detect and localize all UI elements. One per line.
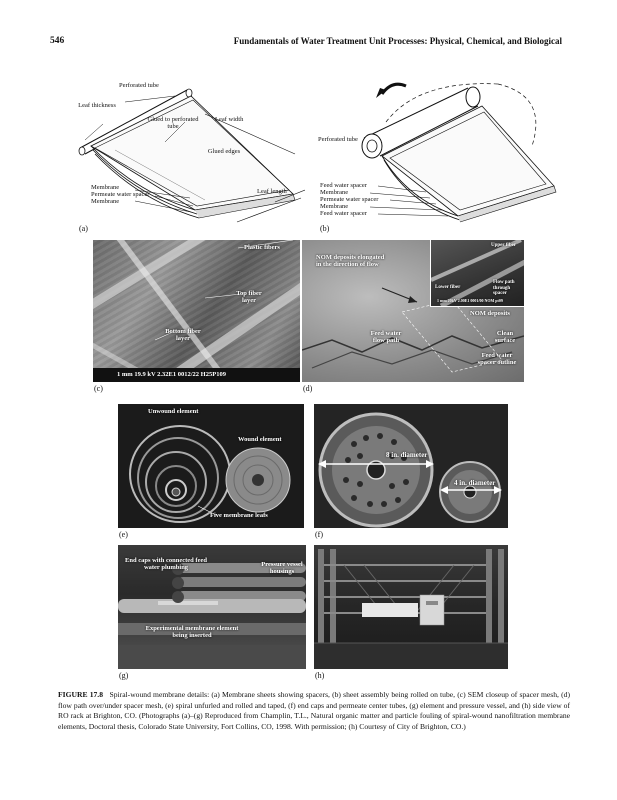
label-five-leafs: Five membrane leafs: [210, 512, 268, 519]
panel-b: [318, 76, 563, 232]
label-flow-path-through: Flow path through spacer: [493, 280, 515, 296]
label-permeate-spacer-a: Permeate water spacer: [91, 191, 150, 198]
panel-c-photo: [93, 240, 300, 382]
caption-text: Spiral-wound membrane details: (a) Membrane sheets showing spacers, (b) sheet assembly being rolled on tube, (c) SEM closeup of spacer mesh, (d) flow path over/under spacer mesh, (e) spiral unfurled and rolled and taped, (f) end caps and permeate center tubes, (g) element and pressure vessel, and (h) side view of RO rack at Brighton, CO. (Photographs (a)–(g) Reproduced from Champlin, T.L., Natural organic matter and particle fouling of spiral-wound nanofiltration membrane elements, Doctoral thesis, Colorado State University, Fort Collins, CO, 1998. With permission; (h) Courtesy of City of Brighton, CO.): [58, 690, 570, 731]
label-four-inch: 4 in. diameter: [454, 479, 496, 487]
panel-a: [75, 82, 305, 232]
panel-d-inset: [430, 240, 524, 307]
label-perforated-tube-a: Perforated tube: [119, 82, 159, 89]
label-nom-elongated: NOM deposits elongated in the direction of flow: [316, 254, 385, 268]
running-title: Fundamentals of Water Treatment Unit Processes: Physical, Chemical, and Biological: [233, 36, 562, 46]
panel-f-endcaps: [314, 404, 508, 528]
label-leaf-width: Leaf width: [215, 116, 244, 123]
label-upper-fiber: Upper fiber: [491, 243, 517, 248]
figure-caption: [58, 690, 570, 732]
label-feed-flow-path: Feed water flow path: [370, 330, 402, 344]
label-eight-inch: 8 in. diameter: [386, 451, 428, 459]
panel-e-elements: [118, 404, 304, 528]
label-membrane-bottom-a: Membrane: [91, 198, 120, 205]
panel-c-label: (c): [94, 384, 103, 393]
panel-f-photo: [314, 404, 508, 528]
label-leaf-thickness: Leaf thickness: [78, 102, 116, 109]
label-experimental: Experimental membrane element being inserted: [145, 625, 239, 639]
panel-c-fibers: [93, 240, 300, 382]
label-scale-bar: 1 mm 19.9 kV 2.32E1 0012/22 H25P109: [117, 371, 226, 378]
label-glued-edges: Glued edges: [207, 148, 241, 155]
label-end-caps: End caps with connected feed water plumbing: [125, 557, 207, 571]
label-top-fiber: Top fiber layer: [236, 290, 262, 304]
panel-b-drawing: [318, 76, 563, 232]
page-number: 546: [50, 36, 65, 46]
label-glued-to-tube: Glued to perforated tube: [147, 116, 199, 130]
label-feed-spacer-b2: Feed water spacer: [320, 210, 367, 217]
label-membrane-b1: Membrane: [320, 189, 349, 196]
label-lower-fiber: Lower fiber: [435, 285, 461, 290]
label-perforated-tube-b: Perforated tube: [318, 136, 358, 143]
label-wound: Wound element: [238, 436, 282, 443]
label-nom-deposits: NOM deposits: [470, 310, 510, 317]
label-permeate-spacer-b: Permeate water spacer: [320, 196, 379, 203]
panel-f-label: (f): [315, 530, 323, 539]
label-unwound: Unwound element: [148, 408, 199, 415]
panel-h-photo: [314, 545, 508, 669]
panel-b-label: (b): [320, 224, 330, 233]
panel-h-label: (h): [315, 671, 325, 680]
panel-g-photo: [118, 545, 306, 669]
label-feed-spacer-b1: Feed water spacer: [320, 182, 367, 189]
panel-e-photo: [118, 404, 304, 528]
label-pressure-vessel: Pressure vessel housings: [261, 561, 303, 575]
panel-a-label: (a): [79, 224, 88, 233]
panel-d-label: (d): [303, 384, 313, 393]
label-bottom-fiber: Bottom fiber layer: [165, 328, 201, 342]
label-membrane-top-a: Membrane: [91, 184, 120, 191]
label-membrane-b2: Membrane: [320, 203, 349, 210]
panel-d-photo: [302, 240, 524, 382]
panel-h-rack: [314, 545, 508, 669]
figure-label: FIGURE 17.8: [58, 690, 103, 699]
label-spacer-outline: Feed water spacer outline: [477, 352, 517, 366]
label-clean-surface: Clean surface: [494, 330, 516, 344]
panel-g-label: (g): [119, 671, 129, 680]
panel-c-scalebar-bg: [93, 368, 300, 382]
panel-e-label: (e): [119, 530, 128, 539]
label-leaf-length: Leaf length: [257, 188, 287, 195]
label-inset-scale: 1 mm 20kV 2.00E1 0001/00 NOM pt09: [437, 298, 503, 303]
label-plastic-fibers: Plastic fibers: [244, 244, 280, 251]
